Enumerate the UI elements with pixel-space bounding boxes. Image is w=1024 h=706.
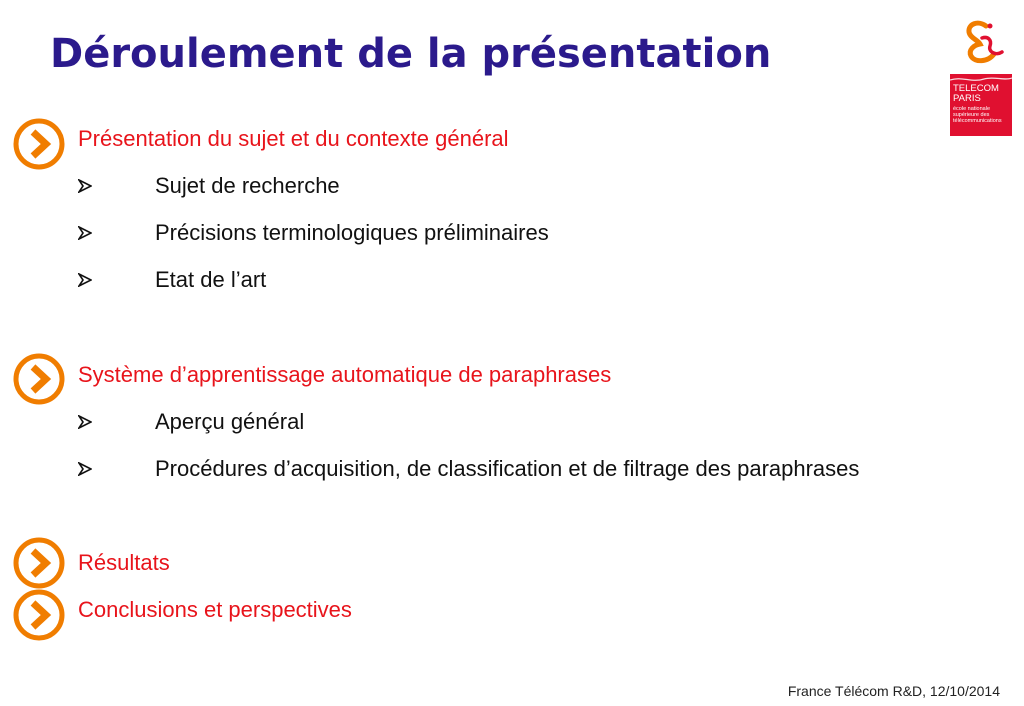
section-title: Conclusions et perspectives (78, 597, 352, 622)
section-title: Résultats (78, 550, 170, 575)
list-item-text: Procédures d’acquisition, de classification et de filtrage des paraphrases (155, 456, 860, 481)
ampersand-logo-icon (956, 18, 1006, 64)
list-item-text: Aperçu général (155, 409, 305, 434)
logo-wave-decoration (950, 74, 1012, 84)
logo-name-line1: TELECOM (953, 83, 999, 94)
logo-name-line2: PARIS (953, 93, 981, 104)
section-title: Présentation du sujet et du contexte général (78, 126, 509, 151)
list-item-text: Etat de l’art (155, 267, 267, 292)
slide-title: Déroulement de la présentation (50, 31, 772, 77)
arrowhead-bullet-icon (78, 273, 92, 287)
section-title: Système d’apprentissage automatique de paraphrases (78, 362, 612, 387)
list-item-text: Sujet de recherche (155, 173, 340, 198)
list-item-text: Précisions terminologiques préliminaires (155, 220, 549, 245)
circled-chevron-right-icon (12, 588, 66, 642)
arrowhead-bullet-icon (78, 415, 92, 429)
circled-chevron-right-icon (12, 536, 66, 590)
slide-footer: France Télécom R&D, 12/10/2014 (787, 683, 1000, 699)
circled-chevron-right-icon (12, 352, 66, 406)
circled-chevron-right-icon (12, 117, 66, 171)
arrowhead-bullet-icon (78, 462, 92, 476)
logo-tagline: école nationale supérieure des télécommunications (953, 106, 1002, 124)
arrowhead-bullet-icon (78, 226, 92, 240)
arrowhead-bullet-icon (78, 179, 92, 193)
logo-box (950, 74, 1012, 136)
telecom-paris-logo (948, 18, 1014, 140)
